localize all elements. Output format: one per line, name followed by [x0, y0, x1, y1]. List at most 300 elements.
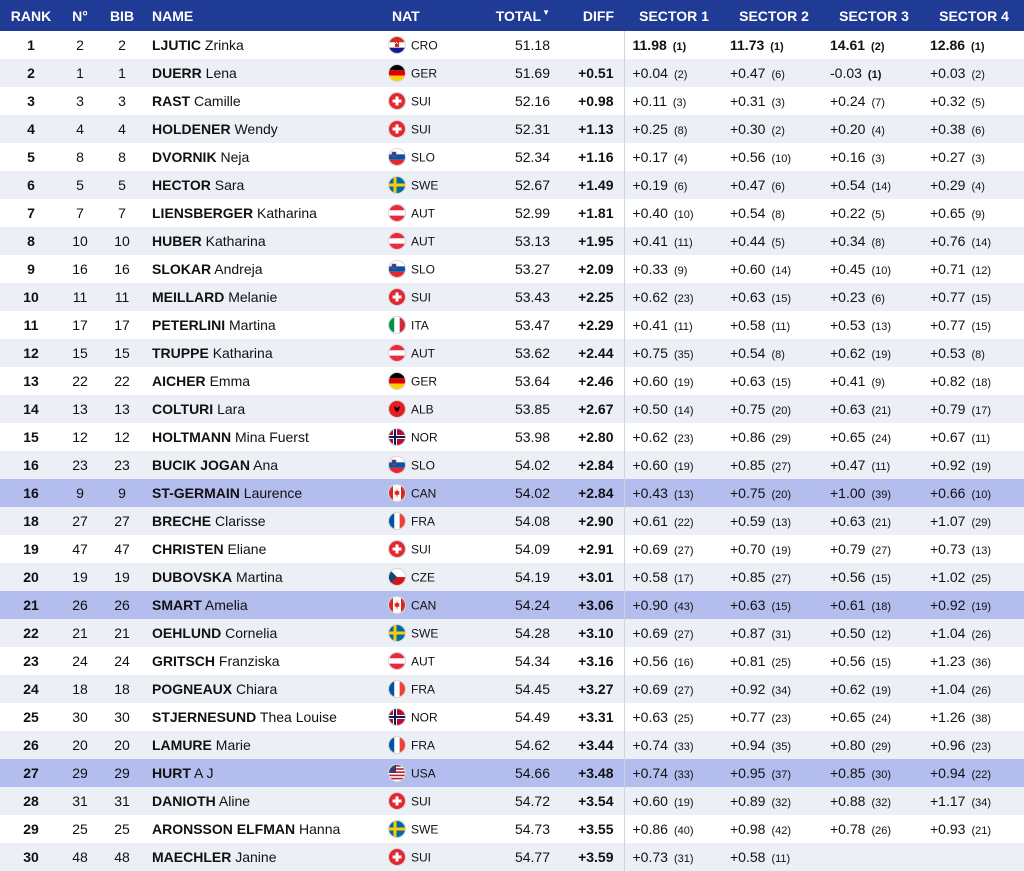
bib-cell: 12: [114, 429, 130, 445]
sector-2-cell: [724, 563, 824, 591]
table-row[interactable]: [0, 759, 1024, 787]
sector-4-cell: [924, 787, 1024, 815]
sector-4-time: +1.02: [930, 569, 966, 585]
athlete-last-name: CHRISTEN: [152, 541, 224, 557]
athlete-name-cell[interactable]: [146, 199, 386, 227]
sector-3-time: +0.80: [830, 737, 866, 753]
nation-code: SUI: [411, 850, 432, 865]
nation-code: SWE: [411, 626, 439, 641]
sector-3-cell: [824, 535, 924, 563]
sector-2-time: +0.47: [730, 177, 766, 193]
table-row[interactable]: [0, 507, 1024, 535]
sector-1-cell: [624, 759, 724, 787]
start-number-cell: 2: [76, 37, 84, 53]
table-row[interactable]: [0, 563, 1024, 591]
rank-cell: 6: [27, 177, 35, 193]
header-no-label: N°: [72, 7, 88, 24]
table-row[interactable]: [0, 647, 1024, 675]
bib-cell: 29: [114, 765, 130, 781]
slo-flag-icon: [388, 148, 406, 166]
athlete-last-name: DUBOVSKA: [152, 569, 233, 585]
bib-cell: 8: [118, 149, 126, 165]
rank-cell: 27: [23, 765, 39, 781]
rank-cell: 22: [23, 625, 39, 641]
athlete-name-cell[interactable]: [146, 563, 386, 591]
sector-1-rank: (43): [673, 601, 694, 613]
nation-code: FRA: [411, 738, 435, 753]
sector-4-rank: (9): [971, 209, 985, 221]
table-row[interactable]: [0, 731, 1024, 759]
nation-code: SLO: [411, 458, 436, 473]
diff-cell: +0.51: [568, 59, 624, 87]
athlete-first-name: Janine: [235, 849, 277, 865]
athlete-name-cell[interactable]: [146, 31, 386, 59]
header-name-label: NAME: [152, 7, 194, 24]
table-row[interactable]: [0, 843, 1024, 871]
sector-1-rank: (9): [673, 265, 688, 277]
start-number-cell: 13: [72, 401, 88, 417]
swe-flag-icon: [388, 820, 406, 838]
sector-2-cell: [724, 171, 824, 199]
table-row[interactable]: [0, 171, 1024, 199]
athlete-name-cell[interactable]: [146, 591, 386, 619]
sector-2-cell: [724, 479, 824, 507]
sector-3-cell: [824, 367, 924, 395]
nation-cell: [386, 255, 480, 283]
sector-3-time: +0.63: [830, 401, 866, 417]
athlete-name-cell[interactable]: [146, 59, 386, 87]
sector-1-cell: [624, 619, 724, 647]
sector-3-time: +0.41: [830, 373, 866, 389]
athlete-name-cell[interactable]: [146, 535, 386, 563]
sector-1-time: +0.62: [632, 289, 668, 305]
sector-3-cell: [824, 843, 924, 871]
rank-cell: 15: [23, 429, 39, 445]
sector-2-time: +0.75: [730, 401, 766, 417]
athlete-last-name: HOLTMANN: [152, 429, 232, 445]
sector-2-cell: [724, 339, 824, 367]
athlete-last-name: HUBER: [152, 233, 202, 249]
nation-cell: [386, 395, 480, 423]
diff-cell: +2.91: [568, 535, 624, 563]
sector-3-cell: [824, 703, 924, 731]
nation-cell: [386, 619, 480, 647]
sector-4-rank: (17): [971, 405, 991, 417]
diff-cell: +2.46: [568, 367, 624, 395]
athlete-name-cell[interactable]: [146, 479, 386, 507]
sector-1-time: +0.86: [632, 821, 668, 837]
table-row[interactable]: [0, 255, 1024, 283]
sector-3-cell: [824, 59, 924, 87]
sector-1-time: +0.41: [632, 317, 668, 333]
sector-1-time: 11.98: [632, 37, 667, 53]
sector-1-cell: [624, 283, 724, 311]
can-flag-icon: [388, 596, 406, 614]
sector-1-time: +0.43: [632, 485, 668, 501]
table-row[interactable]: [0, 115, 1024, 143]
swe-flag-icon: [388, 624, 406, 642]
sector-2-time: +0.63: [730, 289, 766, 305]
sort-desc-icon: ▼: [542, 7, 550, 17]
header-total[interactable]: [480, 0, 568, 31]
header-nat[interactable]: [386, 0, 480, 31]
total-time-cell: 54.72: [514, 793, 550, 809]
diff-cell: +1.16: [568, 143, 624, 171]
table-row[interactable]: [0, 423, 1024, 451]
sector-3-rank: (30): [871, 769, 891, 781]
diff-cell: [568, 31, 624, 59]
table-row[interactable]: [0, 311, 1024, 339]
rank-cell: 7: [27, 205, 35, 221]
table-row[interactable]: [0, 675, 1024, 703]
diff-cell: +2.25: [568, 283, 624, 311]
sector-3-rank: (6): [871, 293, 885, 305]
nation-code: CAN: [411, 486, 437, 501]
table-row[interactable]: [0, 479, 1024, 507]
nation-code: SLO: [411, 262, 436, 277]
sector-2-time: +0.94: [730, 737, 766, 753]
athlete-name-cell[interactable]: [146, 255, 386, 283]
athlete-last-name: HOLDENER: [152, 121, 231, 137]
sector-4-rank: (13): [971, 545, 991, 557]
athlete-name-cell[interactable]: [146, 143, 386, 171]
sector-1-cell: [624, 675, 724, 703]
bib-cell: 3: [118, 93, 126, 109]
nation-code: SUI: [411, 794, 432, 809]
sector-2-cell: [724, 591, 824, 619]
fra-flag-icon: [388, 680, 406, 698]
sector-1-cell: [624, 311, 724, 339]
sector-1-time: +0.41: [632, 233, 668, 249]
sector-1-cell: [624, 227, 724, 255]
start-number-cell: 47: [72, 541, 88, 557]
header-name[interactable]: [146, 0, 386, 31]
sector-2-time: +0.58: [730, 317, 766, 333]
header-rank[interactable]: [0, 0, 62, 31]
athlete-first-name: Melanie: [228, 289, 278, 305]
sector-3-rank: (24): [871, 433, 891, 445]
nation-code: USA: [411, 766, 436, 781]
sector-2-cell: [724, 87, 824, 115]
sector-2-time: +0.86: [730, 429, 766, 445]
sector-2-cell: [724, 843, 824, 871]
sector-1-rank: (23): [673, 293, 694, 305]
sector-2-time: 11.73: [730, 37, 765, 53]
ger-flag-icon: [388, 372, 406, 390]
header-bib[interactable]: [98, 0, 146, 31]
sector-1-cell: [624, 255, 724, 283]
athlete-name-cell[interactable]: [146, 675, 386, 703]
sector-4-cell: [924, 311, 1024, 339]
table-row[interactable]: [0, 367, 1024, 395]
athlete-name-cell[interactable]: [146, 507, 386, 535]
sector-4-cell: [924, 255, 1024, 283]
sector-1-cell: [624, 591, 724, 619]
diff-cell: +1.49: [568, 171, 624, 199]
table-row[interactable]: [0, 199, 1024, 227]
sector-1-time: +0.74: [632, 737, 668, 753]
rank-cell: 23: [23, 653, 39, 669]
sector-3-time: 14.61: [830, 37, 866, 53]
sector-4-rank: (11): [971, 433, 991, 445]
nation-cell: [386, 199, 480, 227]
sector-3-cell: [824, 31, 924, 59]
table-row[interactable]: [0, 395, 1024, 423]
bib-cell: 13: [114, 401, 130, 417]
rank-cell: 18: [23, 513, 39, 529]
bib-cell: 17: [114, 317, 130, 333]
athlete-name-cell[interactable]: [146, 703, 386, 731]
athlete-name-cell[interactable]: [146, 311, 386, 339]
sector-2-rank: (31): [771, 629, 791, 641]
sector-1-rank: (40): [673, 825, 694, 837]
total-time-cell: 54.02: [514, 457, 550, 473]
sector-4-time: +0.27: [930, 149, 966, 165]
athlete-name-cell[interactable]: [146, 115, 386, 143]
sector-4-cell: [924, 563, 1024, 591]
sector-4-cell: [924, 703, 1024, 731]
sector-3-cell: [824, 647, 924, 675]
athlete-last-name: PETERLINI: [152, 317, 226, 333]
sector-4-cell: [924, 395, 1024, 423]
sector-3-rank: (39): [871, 489, 891, 501]
diff-cell: +1.95: [568, 227, 624, 255]
diff-cell: +2.90: [568, 507, 624, 535]
sector-2-time: +0.92: [730, 681, 766, 697]
sector-3-cell: [824, 759, 924, 787]
diff-cell: +2.84: [568, 479, 624, 507]
table-row[interactable]: [0, 227, 1024, 255]
header-sector-2[interactable]: [724, 0, 824, 31]
table-row[interactable]: [0, 31, 1024, 59]
athlete-first-name: Chiara: [236, 681, 278, 697]
rank-cell: 1: [27, 37, 35, 53]
header-no[interactable]: [62, 0, 98, 31]
sector-3-cell: [824, 619, 924, 647]
sector-2-time: +0.89: [730, 793, 766, 809]
sector-3-cell: [824, 87, 924, 115]
athlete-name-cell[interactable]: [146, 843, 386, 871]
sector-1-cell: [624, 59, 724, 87]
athlete-name-cell[interactable]: [146, 787, 386, 815]
bib-cell: 26: [114, 597, 130, 613]
total-time-cell: 54.73: [514, 821, 550, 837]
athlete-name-cell[interactable]: [146, 395, 386, 423]
diff-cell: +3.06: [568, 591, 624, 619]
sector-3-cell: [824, 787, 924, 815]
sector-1-time: +0.25: [632, 121, 668, 137]
sector-2-rank: (15): [771, 293, 791, 305]
table-row[interactable]: [0, 619, 1024, 647]
sector-1-time: +0.33: [632, 261, 668, 277]
sector-2-cell: [724, 31, 824, 59]
sector-4-time: +1.04: [930, 625, 966, 641]
sector-3-time: +0.63: [830, 513, 866, 529]
sector-4-rank: (10): [971, 489, 991, 501]
athlete-name-cell[interactable]: [146, 283, 386, 311]
diff-cell: +2.44: [568, 339, 624, 367]
sector-1-rank: (8): [673, 125, 688, 137]
header-sector-4[interactable]: [924, 0, 1024, 31]
aut-flag-icon: [388, 232, 406, 250]
table-row[interactable]: [0, 535, 1024, 563]
nation-cell: [386, 507, 480, 535]
bib-cell: 21: [114, 625, 130, 641]
nation-cell: [386, 339, 480, 367]
nation-cell: [386, 703, 480, 731]
bib-cell: 27: [114, 513, 130, 529]
sector-3-time: +0.24: [830, 93, 866, 109]
sector-2-time: +0.95: [730, 765, 766, 781]
cze-flag-icon: [388, 568, 406, 586]
sector-2-cell: [724, 451, 824, 479]
table-row[interactable]: [0, 143, 1024, 171]
athlete-last-name: ARONSSON ELFMAN: [152, 821, 296, 837]
table-row[interactable]: [0, 59, 1024, 87]
sector-4-rank: (15): [971, 293, 991, 305]
sector-3-rank: (26): [871, 825, 891, 837]
sector-4-cell: [924, 283, 1024, 311]
nation-code: GER: [411, 374, 438, 389]
sector-2-cell: [724, 703, 824, 731]
table-row[interactable]: [0, 87, 1024, 115]
start-number-cell: 17: [72, 317, 88, 333]
table-row[interactable]: [0, 339, 1024, 367]
athlete-last-name: HURT: [152, 765, 191, 781]
sector-1-rank: (11): [673, 237, 693, 249]
bib-cell: 11: [114, 289, 130, 305]
athlete-name-cell[interactable]: [146, 451, 386, 479]
nation-code: AUT: [411, 346, 435, 361]
rank-cell: 16: [23, 457, 39, 473]
bib-cell: 31: [114, 793, 130, 809]
bib-cell: 9: [118, 485, 126, 501]
sector-1-rank: (27): [673, 545, 694, 557]
sector-4-time: +0.82: [930, 373, 966, 389]
athlete-name-cell[interactable]: [146, 815, 386, 843]
nation-cell: [386, 283, 480, 311]
sector-2-cell: [724, 367, 824, 395]
sector-3-time: +0.54: [830, 177, 866, 193]
sector-1-time: +0.60: [632, 793, 668, 809]
sector-1-time: +0.04: [632, 65, 668, 81]
athlete-first-name: Marie: [215, 737, 251, 753]
sector-1-time: +0.17: [632, 149, 668, 165]
sector-2-rank: (3): [771, 97, 785, 109]
athlete-last-name: ST-GERMAIN: [152, 485, 240, 501]
header-sector-1[interactable]: [624, 0, 724, 31]
nation-cell: [386, 647, 480, 675]
sector-2-rank: (14): [771, 265, 791, 277]
nation-cell: [386, 479, 480, 507]
sector-1-time: +0.69: [632, 681, 668, 697]
sector-3-rank: (19): [871, 349, 891, 361]
sector-3-time: +1.00: [830, 485, 866, 501]
table-row[interactable]: [0, 815, 1024, 843]
athlete-name-cell[interactable]: [146, 227, 386, 255]
table-row[interactable]: [0, 787, 1024, 815]
sector-2-time: +0.85: [730, 457, 766, 473]
athlete-name-cell[interactable]: [146, 647, 386, 675]
athlete-name-cell[interactable]: [146, 423, 386, 451]
diff-cell: +1.13: [568, 115, 624, 143]
slo-flag-icon: [388, 260, 406, 278]
cro-flag-icon: [388, 36, 406, 54]
header-nat-label: NAT: [392, 7, 420, 24]
rank-cell: 20: [23, 569, 39, 585]
athlete-name-cell[interactable]: [146, 171, 386, 199]
nation-cell: [386, 423, 480, 451]
sector-4-rank: (21): [971, 825, 991, 837]
athlete-name-cell[interactable]: [146, 367, 386, 395]
sui-flag-icon: [388, 792, 406, 810]
header-sector-2-label: SECTOR 2: [739, 7, 809, 24]
sector-2-rank: (1): [770, 41, 784, 53]
can-flag-icon: [388, 484, 406, 502]
sector-1-cell: [624, 815, 724, 843]
athlete-name-cell[interactable]: [146, 339, 386, 367]
diff-cell: +3.27: [568, 675, 624, 703]
athlete-name-cell[interactable]: [146, 619, 386, 647]
sector-4-cell: [924, 731, 1024, 759]
sector-2-rank: (32): [771, 797, 791, 809]
sector-2-cell: [724, 227, 824, 255]
athlete-first-name: Zrinka: [204, 37, 244, 53]
nation-cell: [386, 115, 480, 143]
total-time-cell: 52.16: [514, 93, 550, 109]
table-row[interactable]: [0, 283, 1024, 311]
table-row[interactable]: [0, 591, 1024, 619]
sector-4-rank: (12): [971, 265, 991, 277]
table-row[interactable]: [0, 451, 1024, 479]
diff-cell: +2.29: [568, 311, 624, 339]
rank-cell: 30: [23, 849, 39, 865]
sector-4-rank: (14): [971, 237, 991, 249]
sector-4-cell: [924, 171, 1024, 199]
sector-4-rank: (25): [971, 573, 991, 585]
sector-1-time: +0.69: [632, 625, 668, 641]
header-sector-3[interactable]: [824, 0, 924, 31]
athlete-name-cell[interactable]: [146, 731, 386, 759]
rank-cell: 2: [27, 65, 35, 81]
athlete-first-name: Franziska: [218, 653, 280, 669]
athlete-first-name: Eliane: [227, 541, 267, 557]
sector-2-cell: [724, 647, 824, 675]
table-row[interactable]: [0, 703, 1024, 731]
sector-4-rank: (22): [971, 769, 991, 781]
sector-4-time: 12.86: [930, 37, 966, 53]
nation-cell: [386, 787, 480, 815]
sector-3-time: +0.34: [830, 233, 866, 249]
sector-2-time: +0.77: [730, 709, 766, 725]
rank-cell: 13: [23, 373, 39, 389]
sui-flag-icon: [388, 120, 406, 138]
sector-3-rank: (12): [871, 629, 891, 641]
sector-4-time: +0.66: [930, 485, 966, 501]
sector-1-cell: [624, 395, 724, 423]
sector-3-time: +0.56: [830, 653, 866, 669]
header-diff[interactable]: [568, 0, 624, 31]
sector-1-cell: [624, 31, 724, 59]
athlete-name-cell[interactable]: [146, 87, 386, 115]
athlete-name-cell[interactable]: [146, 759, 386, 787]
sector-1-rank: (3): [672, 97, 687, 109]
sector-1-time: +0.73: [632, 849, 668, 865]
start-number-cell: 1: [76, 65, 84, 81]
start-number-cell: 12: [72, 429, 88, 445]
sector-4-cell: [924, 675, 1024, 703]
start-number-cell: 31: [72, 793, 88, 809]
